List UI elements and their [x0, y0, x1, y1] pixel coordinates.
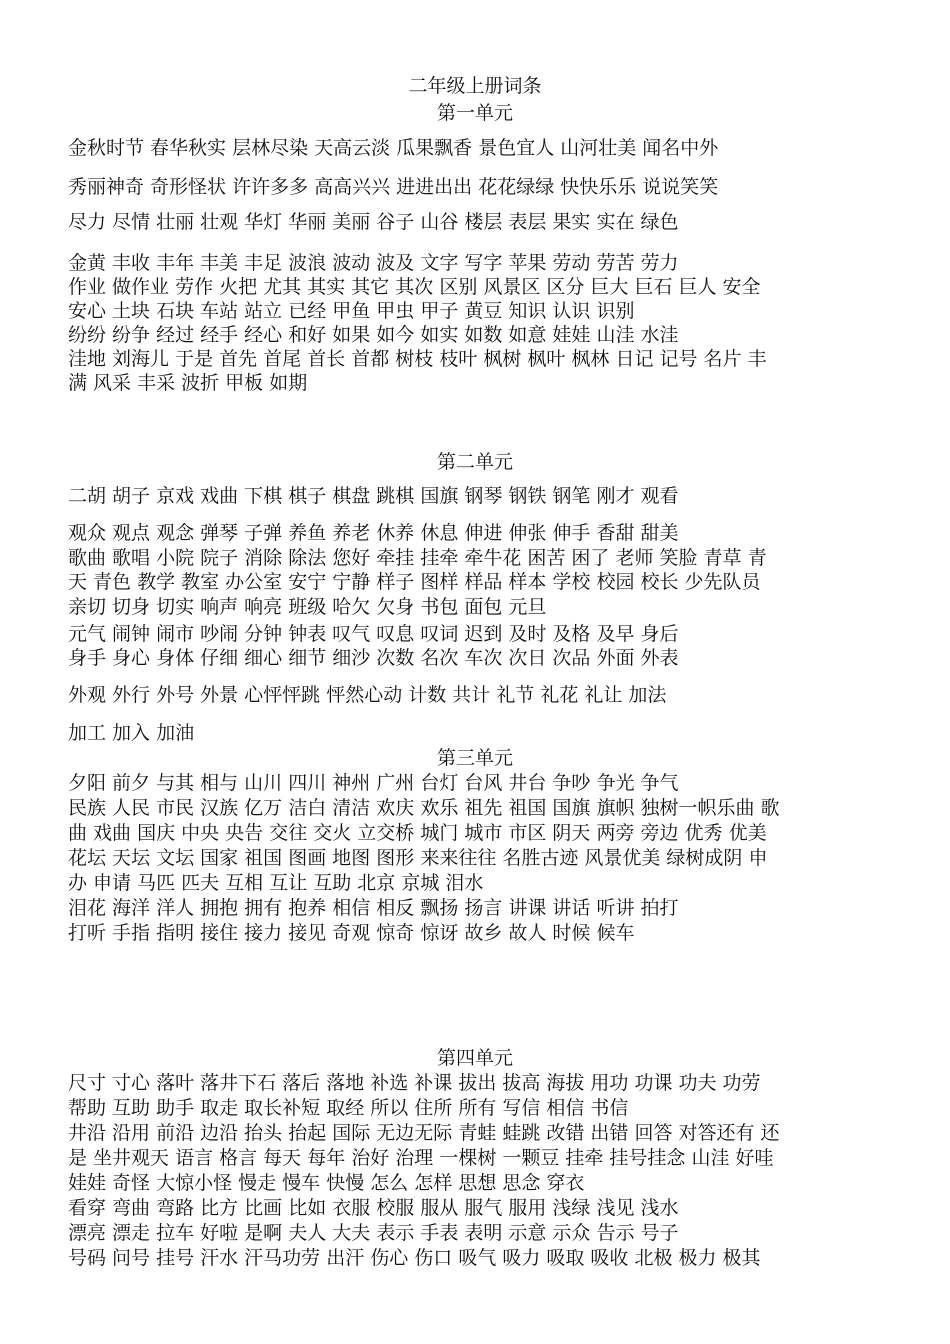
unit-3-line: 打听 手指 指明 接住 接力 接见 奇观 惊奇 惊讶 故乡 故人 时候 候车: [68, 922, 635, 944]
unit-1-line: 金秋时节 春华秋实 层林尽染 天高云淡 瓜果飘香 景色宜人 山河壮美 闻名中外: [68, 137, 719, 159]
unit-3-line: 夕阳 前夕 与其 相与 山川 四川 神州 广州 台灯 台风 井台 争吵 争光 争气: [68, 772, 679, 794]
unit-2-line: 天 青色 教学 教室 办公室 安宁 宁静 样子 图样 样品 样本 学校 校园 校长 少先队员: [68, 571, 761, 593]
unit-1-line: 尽力 尽情 壮丽 壮观 华灯 华丽 美丽 谷子 山谷 楼层 表层 果实 实在 绿色: [68, 211, 679, 233]
unit-3-line: 办 申请 马匹 匹夫 互相 互让 互助 北京 京城 泪水: [68, 872, 484, 894]
unit-1-heading: 第一单元: [436, 102, 513, 124]
unit-1-line: 作业 做作业 劳作 火把 尤其 其实 其它 其次 区别 风景区 区分 巨大 巨石 巨人 安全: [68, 276, 761, 298]
unit-3-line: 民族 人民 市民 汉族 亿万 洁白 清洁 欢庆 欢乐 祖先 祖国 国旗 旗帜 独树一帜乐曲 歌: [68, 797, 780, 819]
unit-4-line: 娃娃 奇怪 大惊小怪 慢走 慢车 快慢 怎么 怎样 思想 思念 穿衣: [68, 1172, 585, 1194]
unit-2-line: 外观 外行 外号 外景 心怦怦跳 怦然心动 计数 共计 礼节 礼花 礼让 加法: [68, 684, 667, 706]
unit-4-line: 尺寸 寸心 落叶 落井下石 落后 落地 补选 补课 拔出 拔高 海拔 用功 功课 功夫 功劳: [68, 1072, 761, 1094]
unit-2-line: 歌曲 歌唱 小院 院子 消除 除法 您好 牵挂 挂牵 牵牛花 困苦 困了 老师 笑脸 青草 青: [68, 547, 767, 569]
unit-4-heading: 第四单元: [436, 1047, 513, 1069]
unit-1-line: 安心 土块 石块 车站 站立 已经 甲鱼 甲虫 甲子 黄豆 知识 认识 识别: [68, 300, 635, 322]
unit-4-line: 漂亮 漂走 拉车 好啦 是啊 夫人 大夫 表示 手表 表明 示意 示众 告示 号子: [68, 1222, 679, 1244]
unit-2-line: 亲切 切身 切实 响声 响亮 班级 哈欠 欠身 书包 面包 元旦: [68, 596, 547, 618]
unit-2-line: 元气 闹钟 闹市 吵闹 分钟 钟表 叹气 叹息 叹词 迟到 及时 及格 及早 身后: [68, 623, 679, 645]
unit-2-line: 观众 观点 观念 弹琴 子弹 养鱼 养老 休养 休息 伸进 伸张 伸手 香甜 甜美: [68, 522, 679, 544]
unit-2-heading: 第二单元: [436, 451, 513, 473]
document-title: 二年级上册词条: [408, 75, 542, 97]
unit-4-line: 井沿 沿用 前沿 边沿 抬头 抬起 国际 无边无际 青蛙 蛙跳 改错 出错 回答 对答还有 还: [68, 1122, 780, 1144]
unit-4-line: 帮助 互助 助手 取走 取长补短 取经 所以 住所 所有 写信 相信 书信: [68, 1097, 629, 1119]
unit-3-line: 花坛 天坛 文坛 国家 祖国 图画 地图 图形 来来往往 名胜古迹 风景优美 绿树成阴 申: [68, 847, 768, 869]
unit-1-line: 纷纷 纷争 经过 经手 经心 和好 如果 如今 如实 如数 如意 娃娃 山洼 水洼: [68, 324, 679, 346]
unit-2-line: 二胡 胡子 京戏 戏曲 下棋 棋子 棋盘 跳棋 国旗 钢琴 钢铁 钢笔 刚才 观看: [68, 485, 679, 507]
unit-3-line: 泪花 海洋 洋人 拥抱 拥有 抱养 相信 相反 飘扬 扬言 讲课 讲话 听讲 拍打: [68, 897, 679, 919]
unit-4-line: 看穿 弯曲 弯路 比方 比画 比如 衣服 校服 服从 服气 服用 浅绿 浅见 浅水: [68, 1197, 679, 1219]
unit-1-line: 秀丽神奇 奇形怪状 许许多多 高高兴兴 进进出出 花花绿绿 快快乐乐 说说笑笑: [68, 176, 719, 198]
unit-3-heading: 第三单元: [436, 747, 513, 769]
unit-2-line: 加工 加入 加油: [68, 722, 195, 744]
unit-4-line: 是 坐井观天 语言 格言 每天 每年 治好 治理 一棵树 一颗豆 挂牵 挂号挂念 山洼 好哇: [68, 1147, 774, 1169]
unit-1-line: 洼地 刘海儿 于是 首先 首尾 首长 首都 树枝 枝叶 枫树 枫叶 枫林 日记 记号 名片 丰: [68, 348, 767, 370]
unit-2-line: 身手 身心 身体 仔细 细心 细节 细沙 次数 名次 车次 次日 次品 外面 外表: [68, 647, 679, 669]
unit-3-line: 曲 戏曲 国庆 中央 央告 交往 交火 立交桥 城门 城市 市区 阴天 两旁 旁边 优秀 优美: [68, 822, 767, 844]
unit-1-line: 金黄 丰收 丰年 丰美 丰足 波浪 波动 波及 文字 写字 苹果 劳动 劳苦 劳力: [68, 252, 679, 274]
unit-4-line: 号码 问号 挂号 汗水 汗马功劳 出汗 伤心 伤口 吸气 吸力 吸取 吸收 北极 极力 极其: [68, 1247, 761, 1269]
unit-1-line: 满 风采 丰采 波折 甲板 如期: [68, 372, 308, 394]
